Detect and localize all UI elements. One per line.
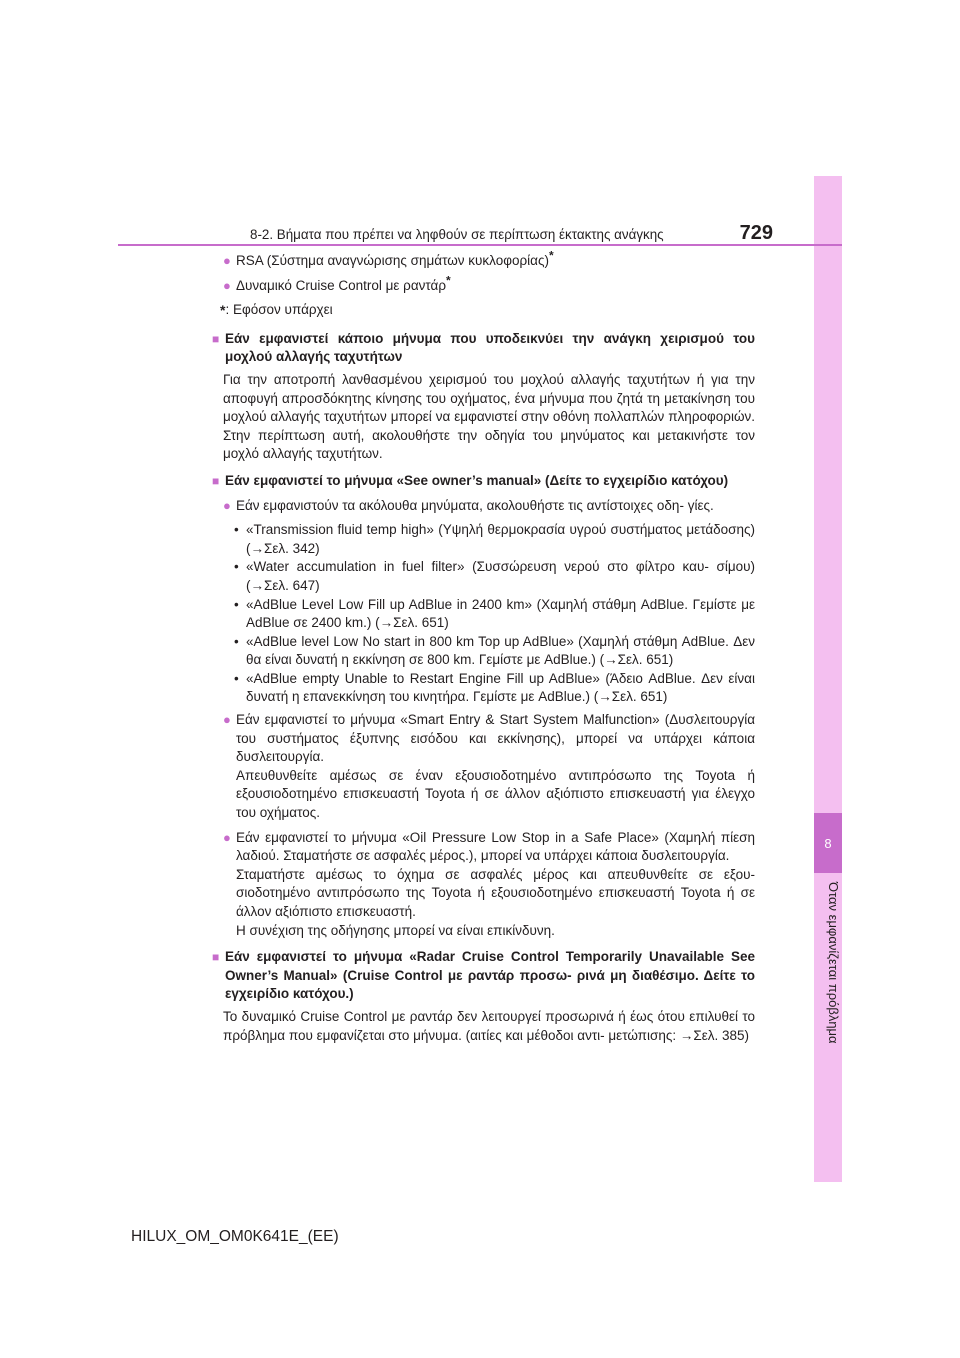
list-item-text: Εάν εμφανιστεί το μήνυμα «Oil Pressure Low Stop in a Safe Place» (Χαμηλή πίεση λαδιού. Σταματήστε σε ασφαλές μέρος.), μπορεί να υπάρχει κάποια δυσλειτουργία. [236, 829, 755, 864]
dash-bullet-icon: • [234, 559, 239, 575]
dash-bullet-icon: • [234, 522, 239, 538]
bullet-dot-icon: ● [223, 829, 231, 845]
bullet-dot-icon: ● [223, 712, 231, 728]
list-item-text: Εάν εμφανιστεί το μήνυμα «Smart Entry & Start System Malfunction» (Δυσλειτουργία του συστήματος έξυπνης εισόδου και εκκίνησης), μπορεί να υπάρχει κάποια δυσλειτουργία. [236, 712, 755, 765]
list-item-continuation: Η συνέχιση της οδήγησης μπορεί να είναι επικίνδυνη. [236, 922, 555, 938]
paragraph: Για την αποτροπή λανθασμένου χειρισμού του μοχλού αλλαγής ταχυτήτων ή για την αποφυγή απροσδόκητης κίνησης του οχήματος, ένα μήνυμα που ζητά τη μετακίνηση του μοχλού αλλαγής ταχυτήτων μπορεί να εμφανιστεί στην οθόνη πολλαπλών πληροφοριών. Στην περίπτωση αυτή, ακολουθήστε την οδηγία του μηνύματος και μετακινήστε τον μοχλό αλλαγής ταχυτήτων. [223, 371, 755, 462]
list-item-continuation: Απευθυνθείτε αμέσως σε έναν εξουσιοδοτημένο αντιπρόσωπο της Toyota ή εξουσιοδοτημένο επισκευαστή Toyota ή σε άλλον αξιόπιστο επισκευαστή για έλεγχο του οχήματος. [236, 767, 755, 821]
list-item-text: Δυναμικό Cruise Control με ραντάρ [236, 277, 447, 293]
heading-text: Εάν εμφανιστεί το μήνυμα «Radar Cruise Control Temporarily Unavailable See Owner’s Manual» (Cruise Control με ραντάρ προσω- ρινά μη διαθέσιμο. Δείτε το εγχειρίδιο κατόχου.) [225, 949, 755, 1002]
bullet-dot-icon: ● [223, 277, 231, 293]
document-code: HILUX_OM_OM0K641E_(EE) [131, 1228, 339, 1245]
sub-list-item [234, 558, 755, 595]
page-content [212, 248, 755, 1045]
sub-list-item-text: «AdBlue level Low No start in 800 km Top up AdBlue» (Χαμηλή στάθμη AdBlue. Δεν θα είναι δυνατή η εκκίνηση σε 800 km. Γεμίστε με AdBlue.) (→Σελ. 651) [246, 633, 755, 668]
list-item [223, 248, 755, 271]
footnote-text: : Εφόσον υπάρχει [225, 302, 333, 318]
footnote [220, 301, 755, 320]
sub-list-item-text: «Transmission fluid temp high» (Υψηλή θερμοκρασία υγρού συστήματος μετάδοσης) (→Σελ. 342) [246, 522, 755, 556]
bullet-dot-icon: ● [223, 497, 231, 513]
section-title: 8-2. Βήματα που πρέπει να ληφθούν σε περίπτωση έκτακτης ανάγκης [250, 227, 664, 242]
footnote-star-icon: * [220, 302, 226, 319]
bullet-dot-icon: ● [223, 253, 231, 268]
square-bullet-icon: ■ [212, 950, 220, 965]
page-number: 729 [739, 222, 773, 244]
dash-bullet-icon: • [234, 633, 239, 649]
page-header [250, 222, 773, 244]
footnote-star-icon: * [446, 273, 451, 288]
sub-list-item [234, 596, 755, 633]
heading-text: Εάν εμφανιστεί το μήνυμα «See owner’s manual» (Δείτε το εγχειρίδιο κατόχου) [225, 472, 729, 488]
sub-list-item-text: «Water accumulation in fuel filter» (Συσσώρευση νερού στο φίλτρο καυ- σίμου) (→Σελ. 647) [246, 559, 755, 593]
sub-list-item [234, 670, 755, 707]
chapter-number-tab[interactable]: 8 [814, 813, 842, 873]
section-heading [212, 330, 755, 367]
footnote-star-icon: * [548, 248, 554, 263]
list-item [223, 711, 755, 823]
dash-bullet-icon: • [234, 596, 239, 612]
list-item [223, 829, 755, 941]
chapter-side-label: Όταν εμφανίζεται πρόβλημα [826, 882, 841, 1044]
paragraph: Το δυναμικό Cruise Control με ραντάρ δεν λειτουργεί προσωρινά ή έως ότου επιλυθεί το πρόβλημα που εμφανίζεται στο μήνυμα. (αιτίες και μέθοδοι αντι- μετώπισης: →Σελ. 385) [223, 1008, 755, 1043]
square-bullet-icon: ■ [212, 473, 220, 488]
header-divider [118, 244, 842, 246]
sub-list-item-text: «AdBlue empty Unable to Restart Engine Fill up AdBlue» (Άδειο AdBlue. Δεν είναι δυνατή η επανεκκίνηση του κινητήρα. Γεμίστε με AdBlue.) (→Σελ. 651) [246, 670, 755, 705]
list-item-text: RSA (Σύστημα αναγνώρισης σημάτων κυκλοφορίας) [236, 253, 549, 268]
sub-list-item-text: «AdBlue Level Low Fill up AdBlue in 2400 km» (Χαμηλή στάθμη AdBlue. Γεμίστε με AdBlue σε 2400 km.) (→Σελ. 651) [246, 596, 755, 631]
list-item [223, 497, 755, 516]
list-item-continuation: Σταματήστε αμέσως το όχημα σε ασφαλές μέρος και απευθυνθείτε σε εξου- σιοδοτημένο αντιπρόσωπο της Toyota ή εξουσιοδοτημένο επισκευαστή Toyota ή σε άλλον αξιόπιστο επισκευαστή. [236, 866, 755, 919]
list-item-text: Εάν εμφανιστούν τα ακόλουθα μηνύματα, ακολουθήστε τις αντίστοιχες οδη- γίες. [236, 497, 714, 513]
heading-text: Εάν εμφανιστεί κάποιο μήνυμα που υποδεικνύει την ανάγκη χειρισμού του μοχλού αλλαγής ταχυτήτων [225, 330, 755, 365]
square-bullet-icon: ■ [212, 331, 220, 346]
dash-bullet-icon: • [234, 670, 239, 686]
sub-list-item [234, 633, 755, 670]
sub-list-item [234, 521, 755, 558]
list-item [223, 273, 755, 296]
section-heading [212, 948, 755, 1004]
section-heading [212, 472, 755, 491]
